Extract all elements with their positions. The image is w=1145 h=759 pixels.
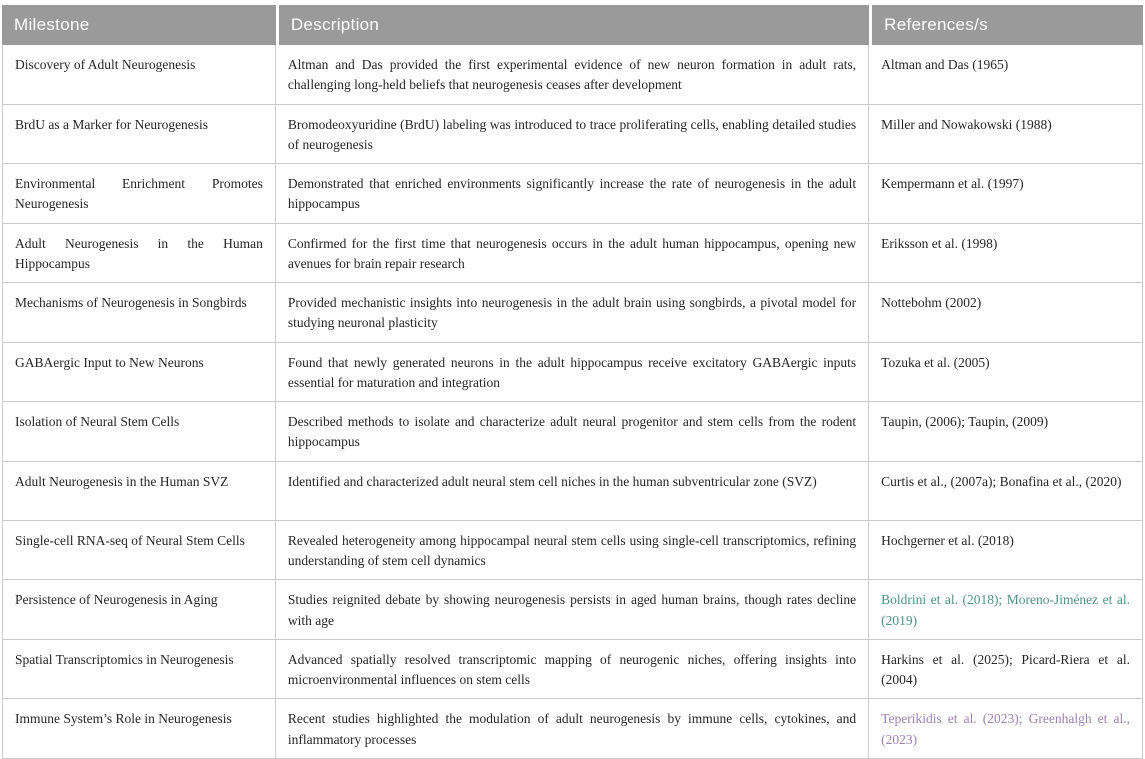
table-header (2, 5, 1143, 45)
milestone-text: Discovery of Adult Neurogenesis (15, 57, 196, 72)
reference-link[interactable]: Teperikidis et al. (2023); Greenhalgh et al., (2023) (881, 711, 1130, 747)
description-text: Bromodeoxyuridine (BrdU) labeling was introduced to trace proliferating cells, enabling detailed studies of neurogenesis (287, 116, 857, 152)
reference-text: Nottebohm (2002) (881, 295, 982, 310)
description-cell (276, 105, 869, 165)
description-cell (276, 640, 869, 700)
milestone-cell (2, 402, 276, 462)
milestone-text: Environmental Enrichment Promotes Neurogenesis (15, 176, 263, 212)
table-row (2, 462, 1143, 521)
description-cell (276, 462, 869, 521)
description-cell (276, 164, 869, 224)
milestone-cell (2, 462, 276, 521)
table-body (2, 45, 1143, 759)
description-text: Identified and characterized adult neural stem cell niches in the human subventricular zone (SVZ) (287, 473, 817, 489)
description-text: Advanced spatially resolved transcriptomic mapping of neurogenic niches, offering insights into microenvironmental influences on stem cells (287, 651, 857, 688)
reference-text: Eriksson et al. (1998) (881, 235, 998, 251)
description-text: Described methods to isolate and characterize adult neural progenitor and stem cells from the rodent hippocampus (287, 414, 857, 450)
references-cell (869, 224, 1143, 284)
milestone-cell (2, 224, 276, 284)
table-row (2, 402, 1143, 462)
description-text: Revealed heterogeneity among hippocampal neural stem cells using single-cell transcriptomics, refining understanding of stem cell dynamics (287, 532, 857, 569)
milestones-table (2, 5, 1143, 759)
table-row (2, 45, 1143, 105)
milestone-text: Isolation of Neural Stem Cells (15, 414, 180, 429)
description-cell (276, 45, 869, 105)
table-row (2, 224, 1143, 284)
description-text: Confirmed for the first time that neurogenesis occurs in the adult human hippocampus, opening new avenues for brain repair research (287, 235, 857, 271)
milestone-text: Mechanisms of Neurogenesis in Songbirds (15, 295, 247, 310)
milestone-cell (2, 343, 276, 403)
description-cell (276, 402, 869, 462)
milestone-cell (2, 699, 276, 759)
references-cell (869, 580, 1143, 640)
references-cell (869, 283, 1143, 343)
description-cell (276, 521, 869, 581)
references-cell (869, 343, 1143, 403)
milestone-cell (2, 640, 276, 700)
table-row (2, 640, 1143, 700)
reference-text: Miller and Nowakowski (1988) (881, 116, 1052, 132)
reference-text: Tozuka et al. (2005) (881, 354, 990, 370)
milestone-text: Spatial Transcriptomics in Neurogenesis (15, 651, 234, 667)
milestone-text: Single-cell RNA-seq of Neural Stem Cells (15, 532, 245, 548)
references-cell (869, 640, 1143, 700)
references-cell (869, 402, 1143, 462)
references-cell (869, 521, 1143, 581)
column-header-description: Description (276, 5, 869, 45)
milestone-cell (2, 164, 276, 224)
milestone-text: Adult Neurogenesis in the Human SVZ (15, 473, 229, 489)
header-row (2, 5, 1143, 45)
references-cell (869, 462, 1143, 521)
table-row (2, 521, 1143, 581)
milestone-cell (2, 45, 276, 105)
milestone-text: BrdU as a Marker for Neurogenesis (15, 116, 209, 132)
description-text: Found that newly generated neurons in the adult hippocampus receive excitatory GABAergic inputs essential for maturation and integration (287, 354, 857, 390)
milestone-text: Adult Neurogenesis in the Human Hippocampus (15, 235, 263, 271)
table-row (2, 580, 1143, 640)
column-header-milestone: Milestone (2, 5, 276, 45)
description-text: Recent studies highlighted the modulation of adult neurogenesis by immune cells, cytokines, and inflammatory processes (287, 711, 857, 747)
description-cell (276, 699, 869, 759)
reference-text: Curtis et al., (2007a); Bonafina et al., (2020) (881, 473, 1122, 489)
milestone-cell (2, 283, 276, 343)
description-text: Provided mechanistic insights into neurogenesis in the adult brain using songbirds, a pivotal model for studying neuronal plasticity (287, 295, 857, 331)
references-cell (869, 105, 1143, 165)
reference-text: Harkins et al. (2025); Picard-Riera et al. (2004) (881, 651, 1130, 688)
milestone-cell (2, 580, 276, 640)
table-row (2, 105, 1143, 165)
description-cell (276, 224, 869, 284)
description-text: Demonstrated that enriched environments significantly increase the rate of neurogenesis in the adult hippocampus (287, 176, 857, 212)
description-text: Altman and Das provided the first experimental evidence of new neuron formation in adult rats, challenging long-held beliefs that neurogenesis ceases after development (287, 57, 857, 93)
description-cell (276, 343, 869, 403)
description-text: Studies reignited debate by showing neurogenesis persists in aged human brains, though rates decline with age (287, 592, 857, 628)
table-row (2, 164, 1143, 224)
references-cell (869, 45, 1143, 105)
reference-text: Altman and Das (1965) (881, 57, 1009, 72)
description-cell (276, 283, 869, 343)
milestone-cell (2, 521, 276, 581)
table-row (2, 343, 1143, 403)
reference-text: Kempermann et al. (1997) (881, 176, 1024, 191)
reference-text: Hochgerner et al. (2018) (881, 532, 1014, 548)
milestone-text: Persistence of Neurogenesis in Aging (15, 592, 218, 608)
description-cell (276, 580, 869, 640)
references-cell (869, 164, 1143, 224)
table-row (2, 699, 1143, 759)
milestone-text: GABAergic Input to New Neurons (15, 354, 204, 370)
milestone-cell (2, 105, 276, 165)
reference-link[interactable]: Boldrini et al. (2018); Moreno-Jiménez et al. (2019) (881, 592, 1130, 628)
milestone-text: Immune System’s Role in Neurogenesis (15, 711, 232, 727)
references-cell (869, 699, 1143, 759)
reference-text: Taupin, (2006); Taupin, (2009) (881, 414, 1049, 429)
column-header-references: References/s (869, 5, 1143, 45)
table-row (2, 283, 1143, 343)
